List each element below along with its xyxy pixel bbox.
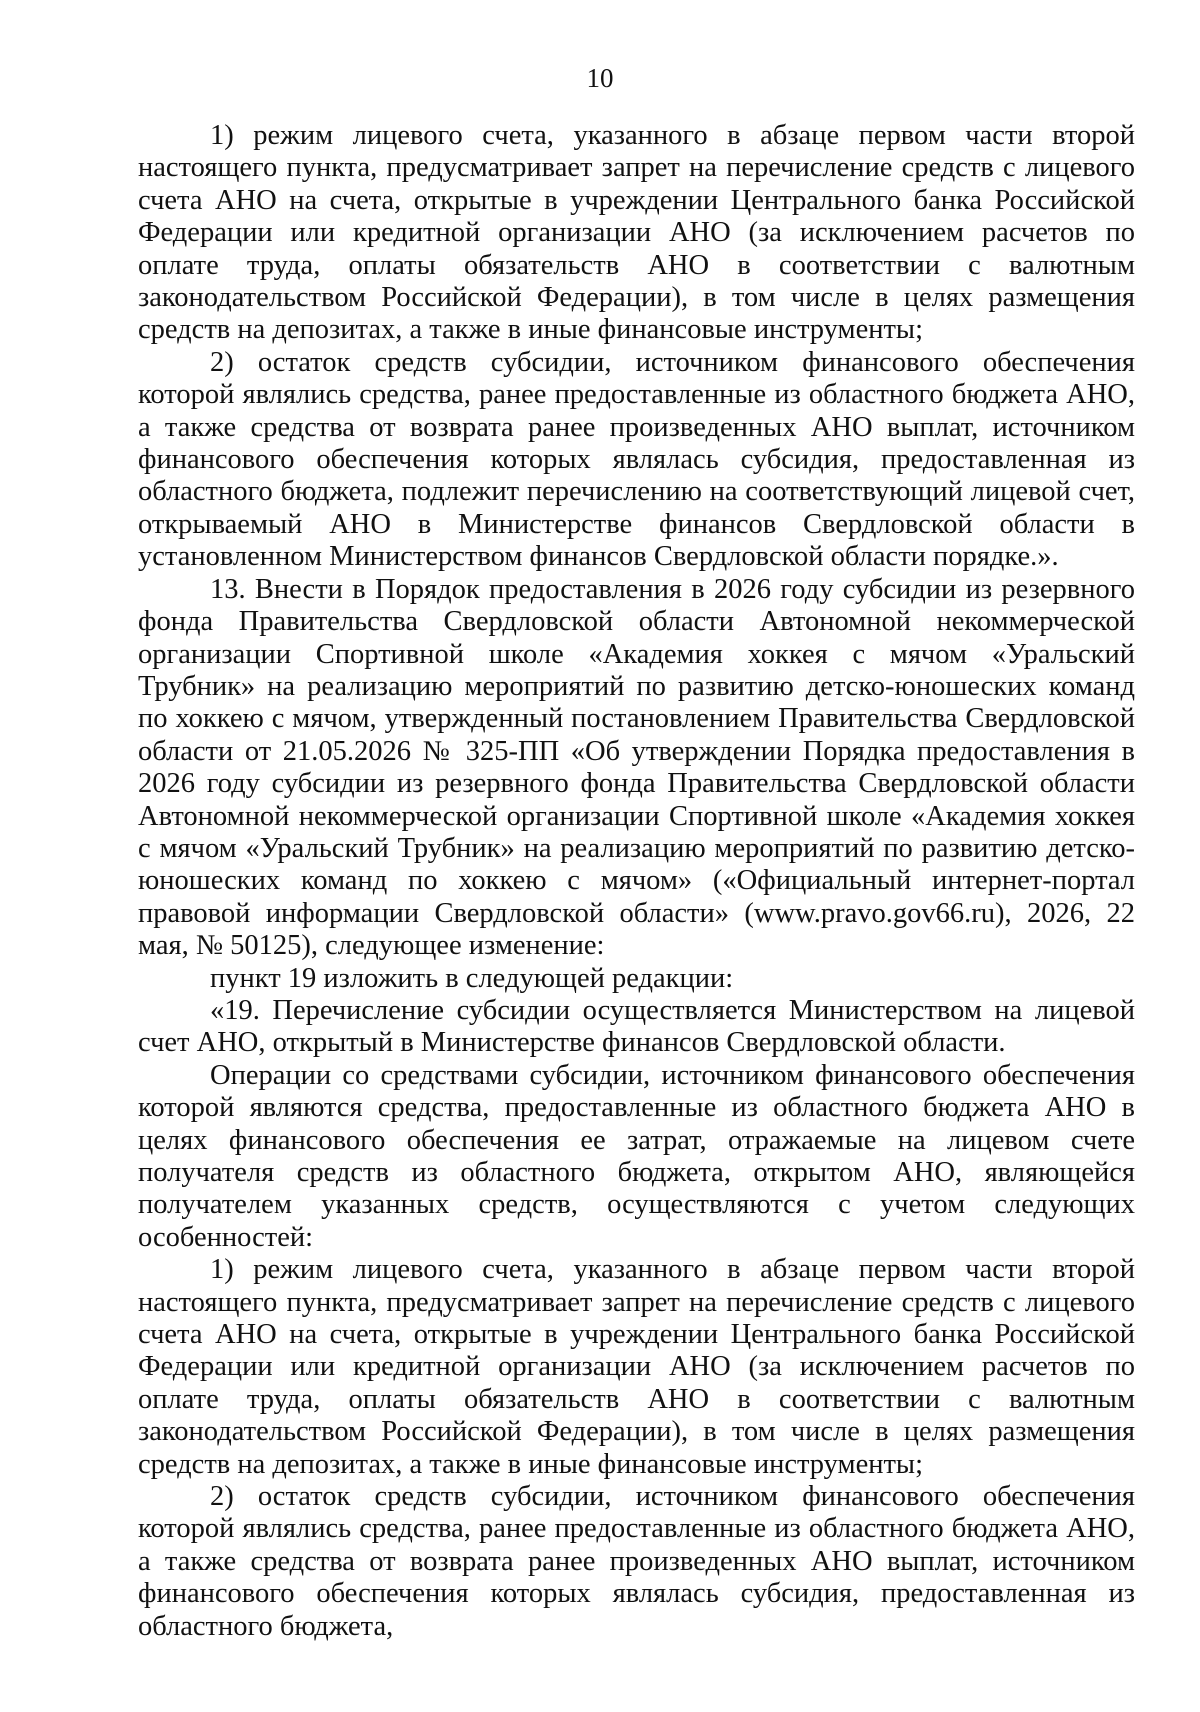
paragraph-19-new-text: «19. Перечисление субсидии осуществляется Министерством на лицевой счет АНО, открытый в Министерстве финансов Свердловской области.: [138, 994, 1135, 1059]
page-number: 10: [586, 63, 614, 93]
paragraph-amendment-intro: пункт 19 изложить в следующей редакции:: [210, 962, 734, 994]
document-body: [138, 120, 1135, 1643]
paragraph-operations: Операции со средствами субсидии, источником финансового обеспечения которой являются средства, предоставленные из областного бюджета АНО в целях финансового обеспечения ее затрат, отражаемые на лицевом счете получателя средств из областного бюджета, открытом АНО, являющейся получателем указанных средств, осуществляются с учетом следующих особенностей:: [138, 1059, 1135, 1253]
paragraph-2-subsidy-balance-repeat: 2) остаток средств субсидии, источником финансового обеспечения которой являлись средства, ранее предоставленные из областного бюджета АНО, а также средства от возврата ранее произведенных АНО выплат, источником финансового обеспечения которых являлась субсидия, предоставленная из областного бюджета,: [138, 1481, 1135, 1642]
paragraph-2-subsidy-balance: 2) остаток средств субсидии, источником финансового обеспечения которой являлись средства, ранее предоставленные из областного бюджета АНО, а также средства от возврата ранее произведенных АНО выплат, источником финансового обеспечения которых являлась субсидия, предоставленная из областного бюджета, подлежит перечислению на соответствующий лицевой счет, открываемый АНО в Министерстве финансов Свердловской области в установленном Министерством финансов Свердловской области порядке.».: [138, 346, 1135, 573]
paragraph-1-account-regime: 1) режим лицевого счета, указанного в абзаце первом части второй настоящего пункта, предусматривает запрет на перечисление средств с лицевого счета АНО на счета, открытые в учреждении Центрального банка Российской Федерации или кредитной организации АНО (за исключением расчетов по оплате труда, оплаты обязательств АНО в соответствии с валютным законодательством Российской Федерации), в том числе в целях размещения средств на депозитах, а также в иные финансовые инструменты;: [138, 120, 1135, 346]
paragraph-item-13: 13. Внести в Порядок предоставления в 2026 году субсидии из резервного фонда Правительства Свердловской области Автономной некоммерческой организации Спортивной школе «Академия хоккея с мячом «Уральский Трубник» на реализацию мероприятий по развитию детско-юношеских команд по хоккею с мячом, утвержденный постановлением Правительства Свердловской области от 21.05.2026 № 325-ПП «Об утверждении Порядка предоставления в 2026 году субсидии из резервного фонда Правительства Свердловской области Автономной некоммерческой организации Спортивной школе «Академия хоккея с мячом «Уральский Трубник» на реализацию мероприятий по развитию детско-юношеских команд по хоккею с мячом» («Официальный интернет-портал правовой информации Свердловской области» (www.pravo.gov66.ru), 2026, 22 мая, № 50125), следующее изменение:: [138, 573, 1135, 962]
paragraph-1-account-regime-repeat: 1) режим лицевого счета, указанного в абзаце первом части второй настоящего пункта, предусматривает запрет на перечисление средств с лицевого счета АНО на счета, открытые в учреждении Центрального банка Российской Федерации или кредитной организации АНО (за исключением расчетов по оплате труда, оплаты обязательств АНО в соответствии с валютным законодательством Российской Федерации), в том числе в целях размещения средств на депозитах, а также в иные финансовые инструменты;: [138, 1254, 1135, 1480]
